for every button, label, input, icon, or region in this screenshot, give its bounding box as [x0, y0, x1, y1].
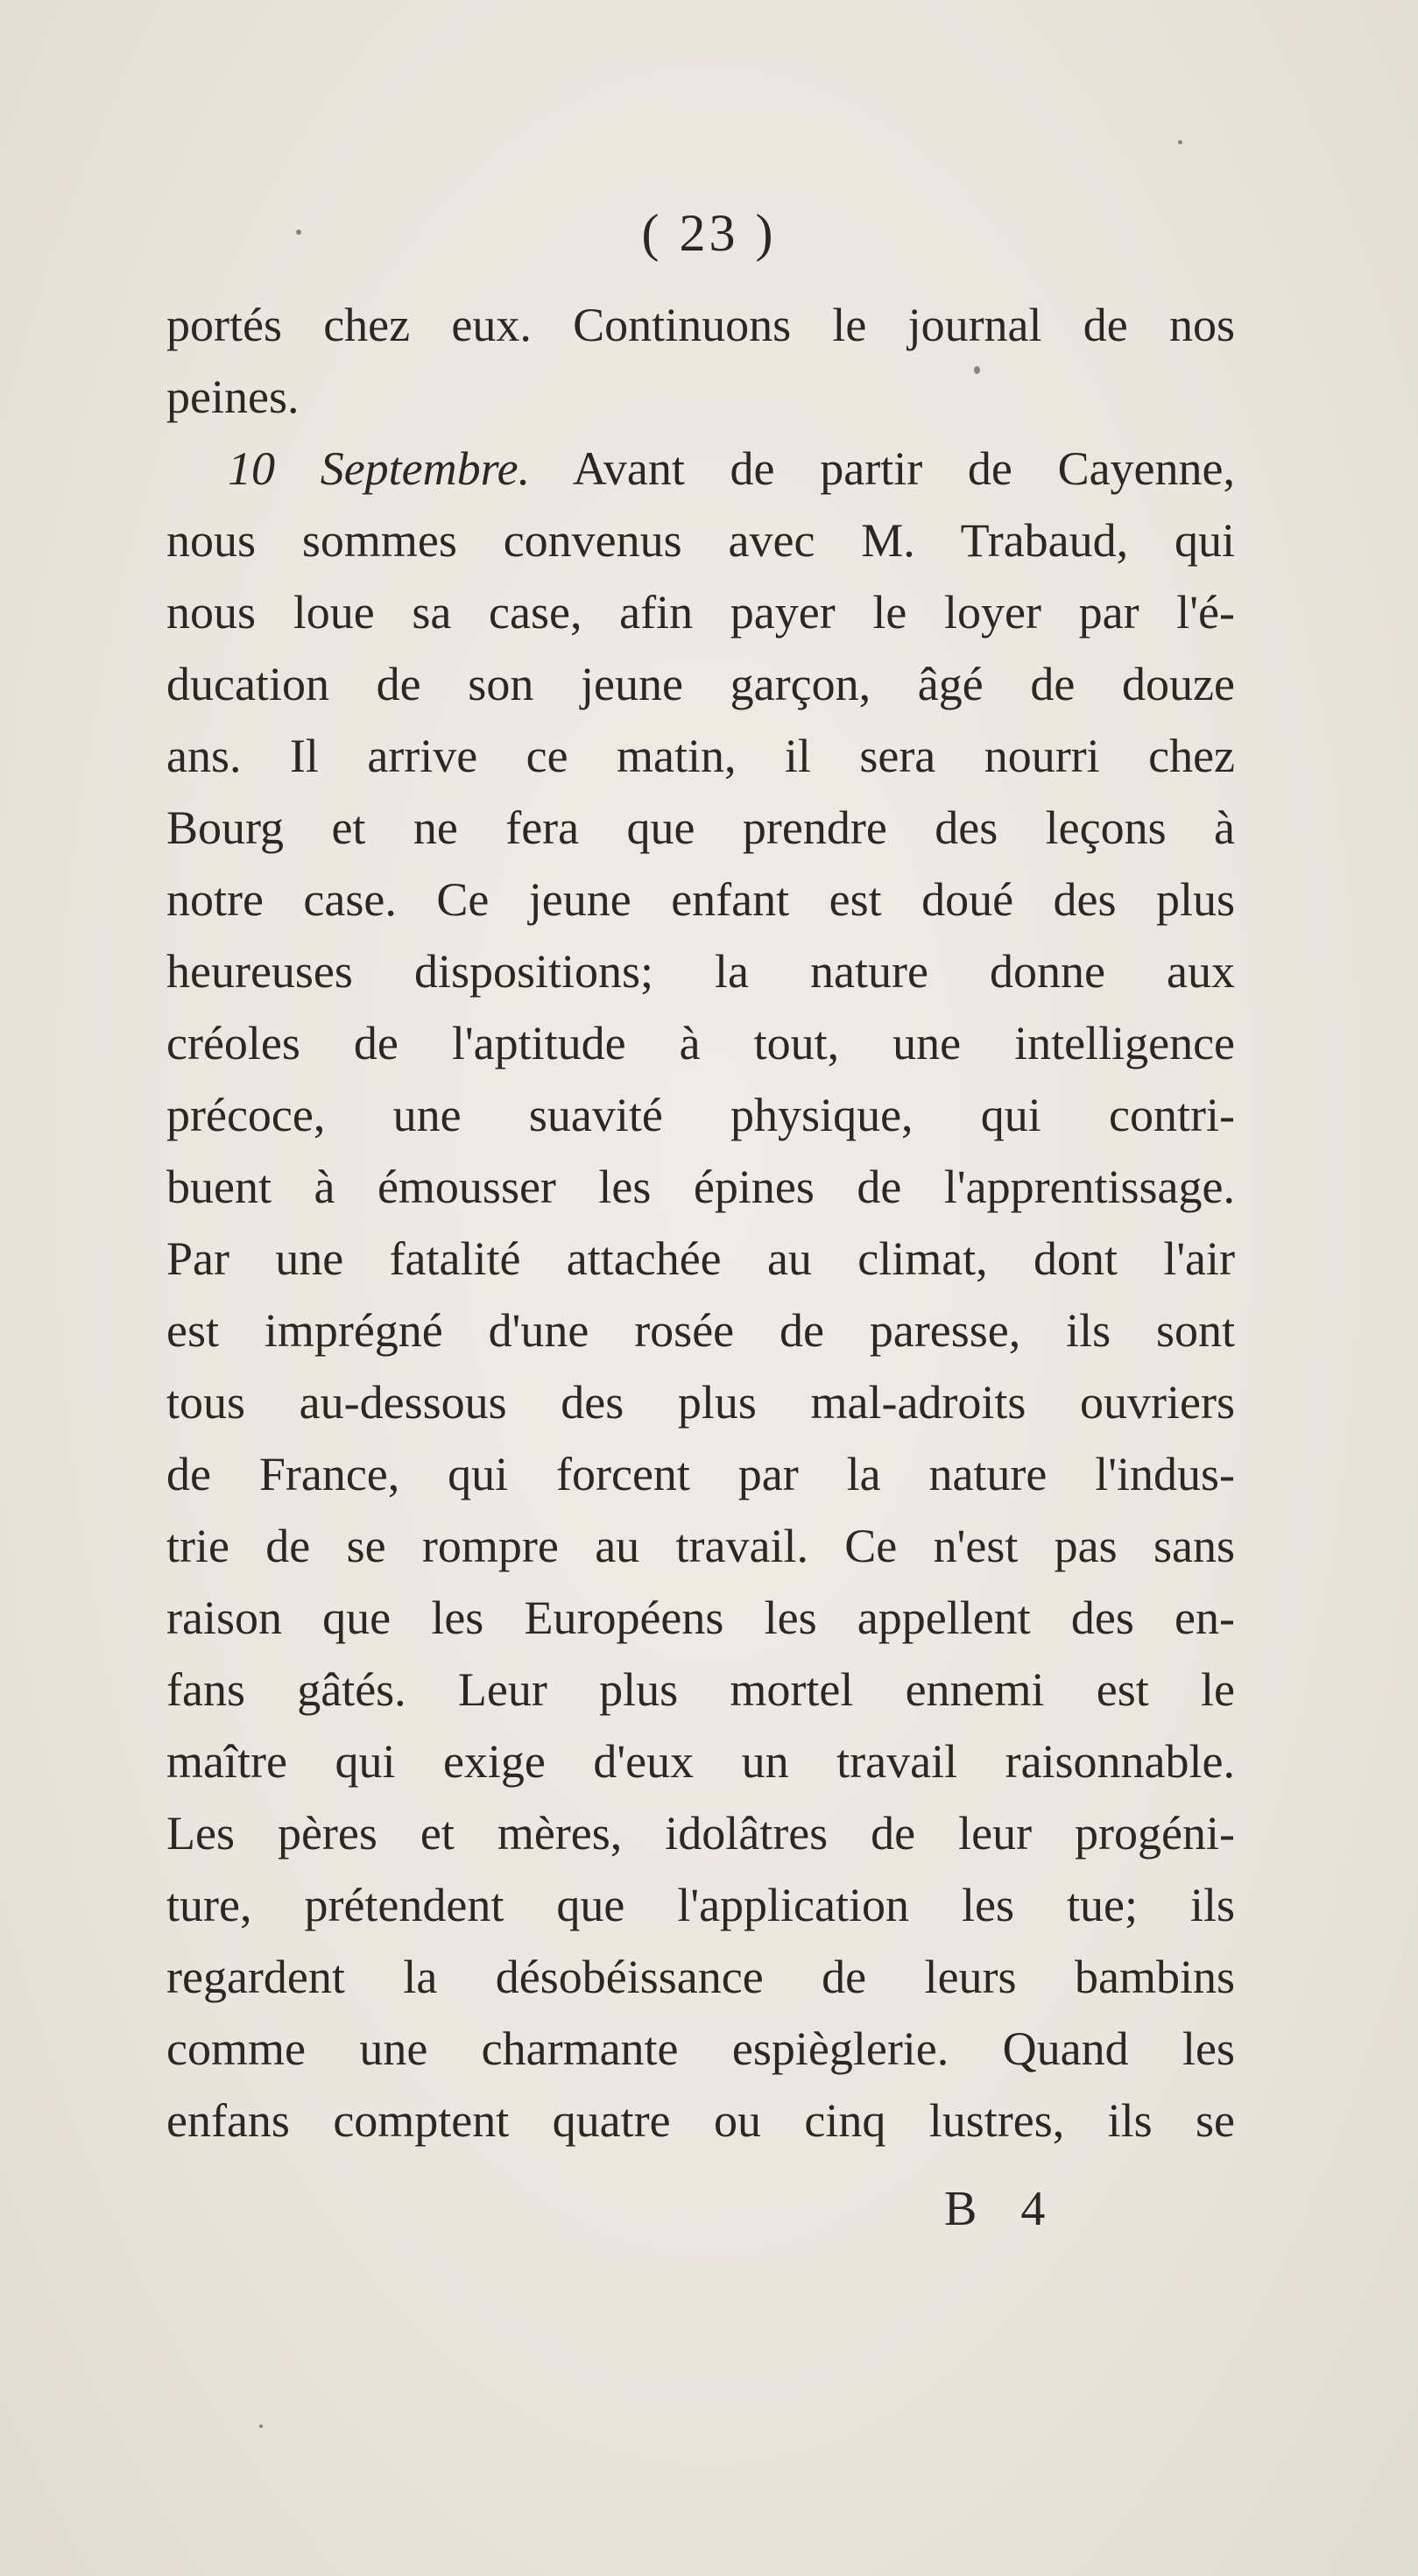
text-line-19: raison que les Européens les appellent des en- [166, 1591, 1235, 1644]
text-line-23: ture, prétendent que l'application les tue; ils [166, 1879, 1235, 1931]
text-line-1: portés chez eux. Continuons le journal de nos [166, 299, 1235, 351]
text-line-16: tous au-dessous des plus mal-adroits ouvriers [166, 1376, 1235, 1429]
text-line-3-dated [166, 433, 1235, 505]
date-label: 10 Septembre. [228, 442, 531, 495]
text-line-13: buent à émousser les épines de l'apprentissage. [166, 1161, 1235, 1213]
text-line-12: précoce, une suavité physique, qui contri- [166, 1089, 1235, 1141]
text-line-25: comme une charmante espièglerie. Quand les [166, 2022, 1235, 2075]
text-line-18: trie de se rompre au travail. Ce n'est pas sans [166, 1520, 1235, 1572]
text-line-26: enfans comptent quatre ou cinq lustres, ils se [166, 2094, 1235, 2147]
date-line-text: Avant de partir de Cayenne, [530, 442, 1235, 495]
page-number: ( 23 ) [641, 204, 777, 262]
text-line-10: heureuses dispositions; la nature donne aux [166, 945, 1235, 998]
text-line-17: de France, qui forcent par la nature l'indus- [166, 1448, 1235, 1500]
text-line-5: nous loue sa case, afin payer le loyer par l'é- [166, 586, 1235, 639]
paper-speck [296, 229, 301, 235]
text-line-21: maître qui exige d'eux un travail raisonnable. [166, 1735, 1235, 1788]
text-line-4: nous sommes convenus avec M. Trabaud, qui [166, 514, 1235, 567]
text-line-8: Bourg et ne fera que prendre des leçons à [166, 801, 1235, 854]
paper-speck [259, 2424, 263, 2428]
text-line-7: ans. Il arrive ce matin, il sera nourri chez [166, 730, 1235, 782]
text-line-14: Par une fatalité attachée au climat, dont l'air [166, 1232, 1235, 1285]
paper-speck [1178, 140, 1182, 145]
text-line-2: peines. [166, 371, 300, 423]
text-line-15: est imprégné d'une rosée de paresse, ils sont [166, 1304, 1235, 1357]
signature-mark: B 4 [944, 2182, 1062, 2236]
text-line-24: regardent la désobéissance de leurs bambins [166, 1951, 1235, 2003]
text-line-6: ducation de son jeune garçon, âgé de douze [166, 658, 1235, 710]
text-line-9: notre case. Ce jeune enfant est doué des plus [166, 873, 1235, 926]
text-line-22: Les pères et mères, idolâtres de leur progéni- [166, 1807, 1235, 1860]
paper-speck [974, 366, 980, 374]
text-line-11: créoles de l'aptitude à tout, une intelligence [166, 1017, 1235, 1069]
text-line-20: fans gâtés. Leur plus mortel ennemi est le [166, 1663, 1235, 1716]
